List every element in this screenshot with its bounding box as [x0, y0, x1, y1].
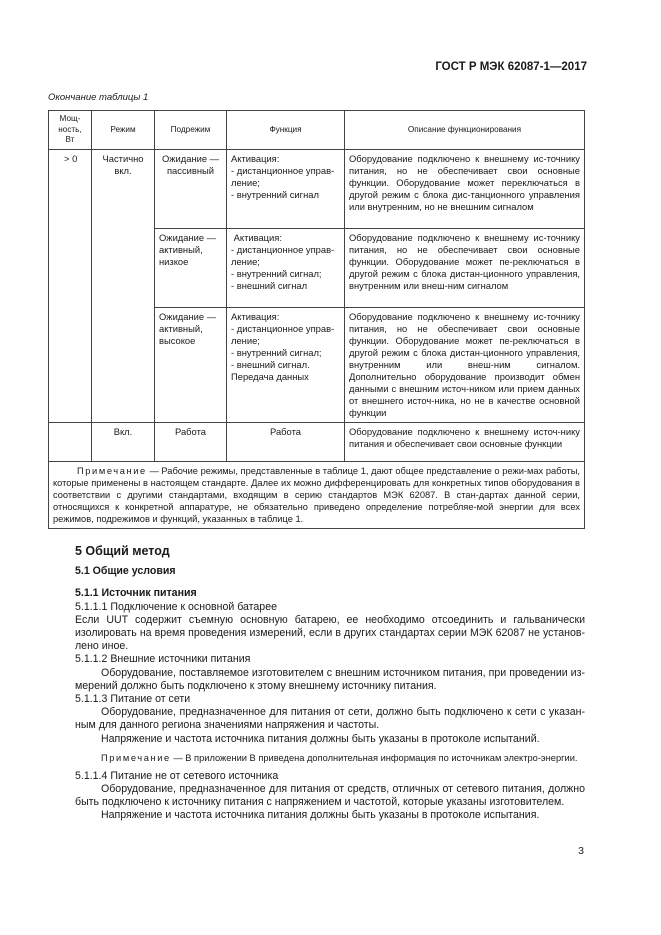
clause-heading: 5.1.1.2 Внешние источники питания: [75, 653, 251, 666]
note-label: Примечание: [77, 466, 147, 476]
cell-mode: Частично вкл.: [92, 150, 155, 423]
cell-description: Оборудование подключено к внешнему ис-точнику питания, но не обеспечивает свои основные функции. Оборудование может пе-реключаться в другой режим с блока дистан-ционного управления, внутренним или внеш-ним сигналом: [345, 229, 585, 308]
cell-power: [49, 423, 92, 462]
paragraph: Напряжение и частота источника питания должны быть указаны в протоколе испытания.: [101, 809, 540, 822]
cell-function: Активация: - дистанционное управ- ление; - внутренний сигнал; - внешний сигнал: [227, 229, 345, 308]
cell-submode: Ожидание — активный, высокое: [155, 308, 227, 423]
note: [75, 752, 585, 764]
paragraph: Напряжение и частота источника питания должны быть указаны в протоколе испытаний.: [101, 732, 540, 745]
page-number: 3: [578, 845, 584, 857]
cell-submode: Ожидание — пассивный: [155, 150, 227, 229]
col-mode: Режим: [92, 111, 155, 150]
clause-heading: 5.1.1.1 Подключение к основной батарее: [75, 600, 277, 613]
cell-power: > 0: [49, 150, 92, 423]
col-description: Описание функционирования: [345, 111, 585, 150]
cell-function: Активация: - дистанционное управ- ление; - внутренний сигнал: [227, 150, 345, 229]
table-header-row: [49, 111, 585, 150]
standard-designation: ГОСТ Р МЭК 62087-1—2017: [435, 61, 587, 73]
col-submode: Подрежим: [155, 111, 227, 150]
subsection-title: 5.1.1 Источник питания: [75, 587, 197, 600]
note-text: — В приложении В приведена дополнительная информация по источникам электро-энергии.: [170, 752, 578, 763]
note-label: Примечание: [101, 752, 171, 763]
col-power: Мощ- ность, Вт: [49, 111, 92, 150]
cell-function: Активация: - дистанционное управ- ление; - внутренний сигнал; - внешний сигнал. Передача данных: [227, 308, 345, 423]
cell-description: Оборудование подключено к внешнему ис-точнику питания, но не обеспечивает свои основные функции. Оборудование может переключаться в другой режим с блока дис-танционного управления или внутренним, но не внешним сигналом: [345, 150, 585, 229]
modes-table: [48, 110, 585, 529]
clause-heading: 5.1.1.4 Питание не от сетевого источника: [75, 769, 279, 782]
col-function: Функция: [227, 111, 345, 150]
subsection-title: 5.1 Общие условия: [75, 565, 176, 578]
cell-description: Оборудование подключено к внешнему ис-точнику питания, но не обеспечивает свои основные функции. Оборудование может пе-реключаться в другой режим с блока дистан-ционного управления, внутренним или внеш-ним сигналом. Дополнительно оборудование производит обмен данными с внешним источ-ником или прием данных от внешнего источ-ника, но не в качестве основной функции: [345, 308, 585, 423]
note-text: — Рабочие режимы, представленные в таблице 1, дают общее представление о режи-мах работы, которые применены в настоящем стандарте. Далее их можно дифференцировать для конкретных типов оборудования в соответствии с другими стандартами, входящим в серию стандартов МЭК 62087. В стан-дартах данной серии, относящихся к конкретной аппаратуре, не обязательно приведено определение потребляе-мой энергии для всех режимов, подрежимов и функций, указанных в таблице 1.: [53, 466, 580, 524]
table-note: [49, 462, 585, 529]
cell-mode: Вкл.: [92, 423, 155, 462]
paragraph: Оборудование, предназначенное для питания от средств, отличных от сетевого питания, должно быть подключено к источнику питания с напряжением и частотой, которые указаны изготовителем.: [75, 783, 585, 809]
cell-function: Работа: [227, 423, 345, 462]
table-caption: Окончание таблицы 1: [48, 92, 149, 103]
table-row: [49, 150, 585, 229]
paragraph: Оборудование, поставляемое изготовителем с внешним источником питания, при проведении из-мерений должно быть подключено к этому внешнему источнику питания.: [75, 666, 585, 692]
cell-submode: Работа: [155, 423, 227, 462]
section-5: [75, 545, 585, 823]
paragraph: Оборудование, предназначенное для питания от сети, должно быть подключено к сети с указан-ным для данного региона значениями напряжения и частоты.: [75, 706, 585, 732]
cell-description: Оборудование подключено к внешнему источ-нику питания и обеспечивает свои основные функции: [345, 423, 585, 462]
cell-submode: Ожидание — активный, низкое: [155, 229, 227, 308]
table-row: [49, 423, 585, 462]
section-title: 5 Общий метод: [75, 544, 170, 558]
paragraph: Если UUT содержит съемную основную батарею, ее необходимо отсоединить и гальванически изолировать на время проведения измерений, если в других стандартах серии МЭК 62087 не установ-лено иное.: [75, 613, 585, 653]
table-note-row: [49, 462, 585, 529]
clause-heading: 5.1.1.3 Питание от сети: [75, 693, 191, 706]
